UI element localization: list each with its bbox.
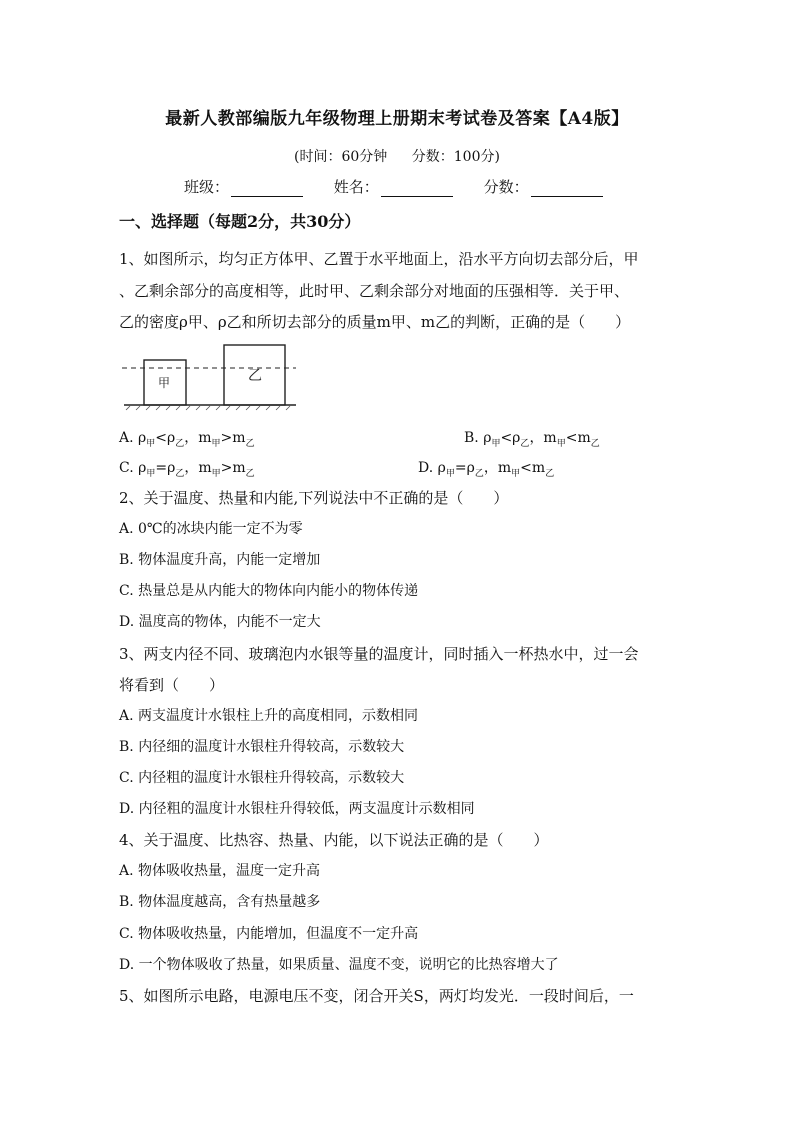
class-blank[interactable] [231,182,303,197]
q2-option-a[interactable]: A. 0℃的冰块内能一定不为零 [119,521,303,537]
exam-meta [0,146,794,166]
section-heading: 一、选择题（每题2分，共30分） [119,212,361,231]
name-blank[interactable] [381,182,453,197]
student-info-fields [184,176,629,197]
q3-option-b[interactable]: B. 内径细的温度计水银柱升得较高，示数较大 [119,739,405,755]
score-field [484,176,603,197]
score-blank[interactable] [531,182,603,197]
q1-option-d[interactable]: D. $\rho_甲=\rho_乙$，$m_甲<m_乙$ [418,460,555,479]
q2-option-c[interactable]: C. 热量总是从内能大的物体向内能小的物体传递 [119,583,419,599]
q3-option-a[interactable]: A. 两支温度计水银柱上升的高度相同，示数相同 [119,708,419,724]
q2-stem: 2、关于温度、热量和内能,下列说法中不正确的是（ ） [119,489,509,507]
name-field [334,176,453,197]
cube-b-label: 乙 [248,368,262,384]
name-label: 姓名： [333,178,379,196]
q1-line1: 1、如图所示，均匀正方体甲、乙置于水平地面上，沿水平方向切去部分后，甲 [119,250,639,268]
q1-option-c[interactable]: C. $\rho_甲=\rho_乙$，$m_甲>m_乙$ [119,460,255,479]
cube-a-label: 甲 [158,376,171,390]
exam-total-score: 分数：100分) [411,149,500,165]
ground-hatching [126,406,290,410]
q1-line2: 、乙剩余部分的高度相等，此时甲、乙剩余部分对地面的压强相等．关于甲、 [119,282,630,300]
q1-cubes-figure [120,340,298,412]
class-label: 班级： [184,178,230,196]
q5-line1: 5、如图所示电路，电源电压不变，闭合开关S，两灯均发光．一段时间后，一 [119,987,634,1005]
q2-option-d[interactable]: D. 温度高的物体，内能不一定大 [119,614,321,630]
q4-option-d[interactable]: D. 一个物体吸收了热量，如果质量、温度不变，说明它的比热容增大了 [119,957,559,973]
q4-option-a[interactable]: A. 物体吸收热量，温度一定升高 [119,863,321,879]
q1-line3: 乙的密度ρ甲、ρ乙和所切去部分的质量m甲、m乙的判断，正确的是（ ） [119,313,631,331]
q3-line1: 3、两支内径不同、玻璃泡内水银等量的温度计，同时插入一杯热水中，过一会 [119,645,639,663]
q4-option-c[interactable]: C. 物体吸收热量，内能增加，但温度不一定升高 [119,926,419,942]
q4-option-b[interactable]: B. 物体温度越高，含有热量越多 [119,894,321,910]
q1-option-a[interactable]: A. $\rho_甲<\rho_乙$，$m_甲>m_乙$ [119,430,255,449]
q1-option-b[interactable]: B. $\rho_甲<\rho_乙$，$m_甲<m_乙$ [464,430,600,449]
q3-option-d[interactable]: D. 内径粗的温度计水银柱升得较低，两支温度计示数相同 [119,801,475,817]
page-title: 最新人教部编版九年级物理上册期末考试卷及答案【A4版】 [165,109,629,129]
q4-stem: 4、关于温度、比热容、热量、内能，以下说法正确的是（ ） [119,831,549,849]
q3-line2: 将看到（ ） [119,676,225,694]
score-label: 分数： [483,178,529,196]
q2-option-b[interactable]: B. 物体温度升高，内能一定增加 [119,552,321,568]
class-field [184,176,303,197]
exam-time: (时间：60分钟 [294,149,388,165]
q3-option-c[interactable]: C. 内径粗的温度计水银柱升得较高，示数较大 [119,770,405,786]
